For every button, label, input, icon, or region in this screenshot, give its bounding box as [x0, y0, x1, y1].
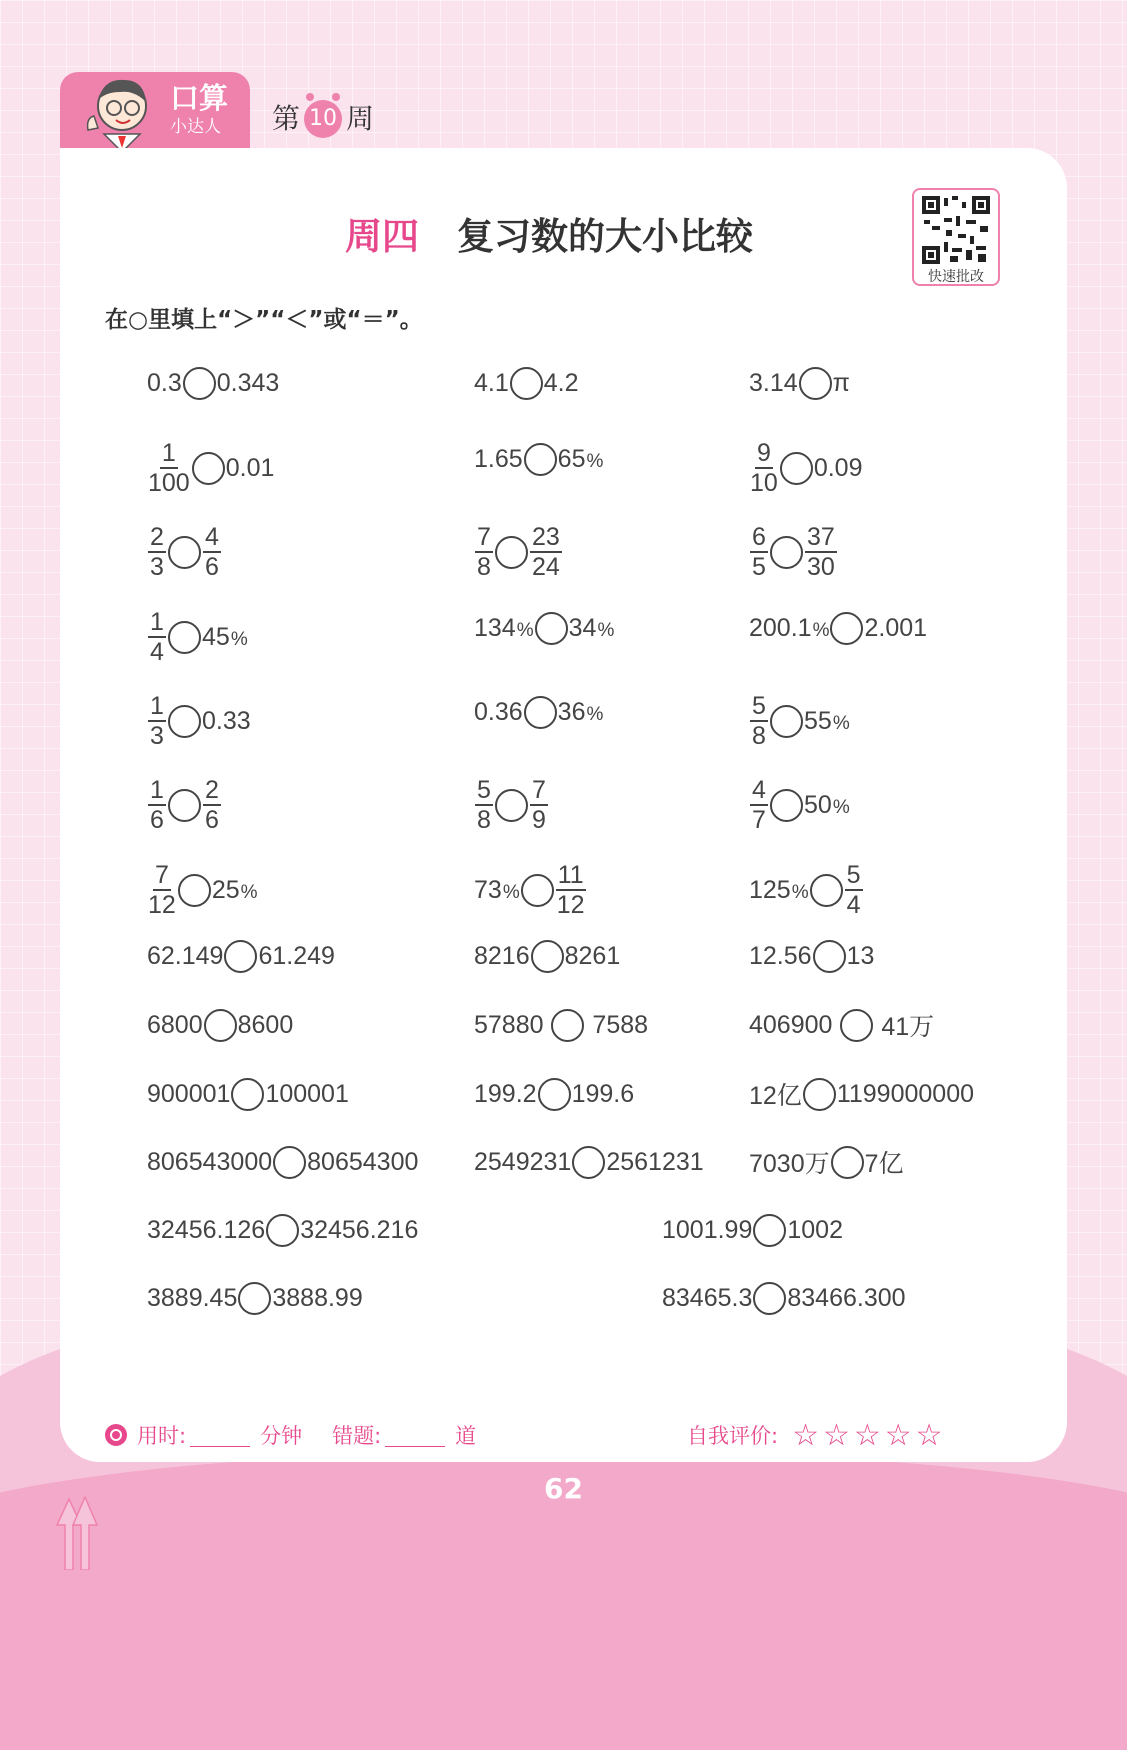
fraction-denominator: 7 [752, 806, 766, 834]
answer-circle[interactable] [224, 940, 257, 973]
percent-value [474, 876, 520, 905]
comparison-problem [474, 692, 603, 732]
week-suffix: 周 [346, 102, 375, 135]
number-value: 32456.126 [147, 1215, 266, 1244]
number-value: 1.65 [474, 444, 523, 473]
fraction [203, 776, 221, 834]
fraction-denominator: 6 [205, 806, 219, 834]
time-unit: 分钟 [260, 1424, 303, 1448]
fraction [845, 861, 863, 919]
errors-unit: 道 [455, 1424, 477, 1448]
fraction [475, 523, 493, 581]
answer-circle[interactable] [192, 452, 225, 485]
fraction [148, 776, 166, 834]
percent-sign: % [832, 712, 850, 734]
qr-code-box[interactable] [912, 188, 1000, 286]
fraction-numerator: 1 [148, 776, 166, 806]
fraction-denominator: 9 [532, 806, 546, 834]
fraction-numerator: 2 [203, 776, 221, 806]
title-topic: 复习数的大小比较 [457, 215, 753, 258]
answer-circle[interactable] [770, 705, 803, 738]
fraction [148, 523, 166, 581]
tab-title: 口算 [170, 81, 229, 115]
fraction [148, 608, 166, 666]
comparison-problem [749, 439, 862, 497]
errors-blank[interactable] [385, 1424, 445, 1447]
number-value: 0.09 [813, 453, 863, 482]
fraction-numerator: 1 [160, 439, 178, 469]
comparison-problem [662, 1210, 843, 1250]
comparison-problem [147, 439, 274, 497]
answer-circle[interactable] [521, 874, 554, 907]
fraction-numerator: 23 [532, 523, 560, 551]
comparison-problem [474, 1142, 704, 1182]
percent-sign: % [502, 881, 520, 903]
comparison-problem [147, 692, 251, 750]
fraction-denominator: 8 [477, 553, 491, 581]
comparison-problem [147, 1210, 418, 1250]
fraction [530, 523, 562, 581]
answer-circle[interactable] [810, 874, 843, 907]
number-value: 8600 [237, 1010, 294, 1039]
number-value: 100001 [265, 1079, 349, 1108]
title-day: 周四 [345, 215, 419, 258]
answer-circle[interactable] [780, 452, 813, 485]
comparison-problem [474, 439, 603, 479]
fraction-denominator: 12 [556, 891, 585, 919]
comparison-problem [749, 936, 874, 976]
fraction-denominator: 4 [150, 638, 164, 666]
fraction [750, 523, 768, 581]
rating-label: 自我评价: [687, 1424, 779, 1448]
fraction [148, 861, 176, 919]
fraction-denominator: 12 [148, 891, 176, 919]
comparison-problem [474, 1074, 634, 1114]
comparison-problem [147, 608, 248, 666]
percent-value [558, 698, 604, 727]
percent-number: 34 [568, 613, 597, 642]
number-value: 0.3 [147, 368, 182, 397]
qr-code-icon [922, 196, 990, 264]
answer-circle[interactable] [840, 1009, 873, 1042]
fraction-numerator: 5 [475, 776, 493, 806]
comparison-problem [147, 1142, 418, 1182]
answer-circle[interactable] [510, 367, 543, 400]
answer-circle[interactable] [495, 789, 528, 822]
number-value: 1001.99 [662, 1215, 753, 1244]
fraction-denominator: 5 [752, 553, 766, 581]
fraction-denominator: 100 [148, 469, 190, 497]
fraction-numerator: 6 [750, 523, 768, 553]
answer-circle[interactable] [572, 1146, 605, 1179]
answer-circle[interactable] [495, 536, 528, 569]
fraction-numerator: 7 [153, 861, 171, 891]
answer-circle[interactable] [524, 443, 557, 476]
fraction-numerator: 4 [203, 523, 221, 553]
comparison-problem [147, 861, 258, 919]
fraction [750, 776, 768, 834]
fraction-denominator: 3 [150, 553, 164, 581]
percent-number: 25 [211, 875, 240, 904]
fraction [148, 692, 166, 750]
number-value: 806543000 [147, 1147, 273, 1176]
answer-circle[interactable] [551, 1009, 584, 1042]
comparison-problem [147, 363, 279, 403]
comparison-problem [147, 776, 222, 834]
percent-value [202, 623, 248, 652]
footer-right [687, 1418, 947, 1452]
number-value: 7588 [585, 1010, 649, 1039]
fraction-denominator: 8 [752, 722, 766, 750]
comparison-problem [147, 936, 335, 976]
comparison-problem [749, 363, 850, 403]
percent-number: 200.1 [749, 613, 812, 642]
fraction-numerator: 5 [845, 861, 863, 891]
percent-value [558, 445, 604, 474]
number-value: 2.001 [864, 613, 928, 642]
fraction-denominator: 3 [150, 722, 164, 750]
fraction-numerator: 11 [557, 861, 584, 889]
percent-number: 50 [804, 790, 832, 819]
answer-circle[interactable] [538, 1078, 571, 1111]
comparison-problem [749, 692, 850, 750]
comparison-problem [749, 776, 850, 834]
fraction [203, 523, 221, 581]
fraction [805, 523, 837, 581]
number-value: 4.2 [543, 368, 579, 397]
answer-circle[interactable] [273, 1146, 306, 1179]
comparison-problem [749, 1142, 904, 1182]
number-value: 57880 [474, 1010, 551, 1039]
percent-sign: % [832, 796, 850, 818]
answer-circle[interactable] [183, 367, 216, 400]
fraction [530, 776, 548, 834]
comparison-problem [147, 1278, 363, 1318]
comparison-problem [474, 776, 549, 834]
number-value: 4.1 [474, 368, 509, 397]
number-value: 2549231 [474, 1147, 572, 1176]
fraction-numerator: 37 [807, 523, 835, 551]
number-value: 8216 [474, 941, 530, 970]
fraction-denominator: 4 [846, 891, 861, 919]
number-value: 900001 [147, 1079, 231, 1108]
number-value: 83466.300 [787, 1283, 906, 1312]
answer-circle[interactable] [168, 536, 201, 569]
number-value: 3.14 [749, 368, 798, 397]
comparison-problem [749, 608, 927, 648]
percent-sign: % [597, 619, 615, 641]
percent-sign: % [230, 628, 248, 650]
percent-number: 65 [557, 444, 586, 473]
number-value: 13 [846, 941, 875, 970]
percent-number: 55 [804, 706, 832, 735]
percent-value [804, 707, 850, 736]
percent-number: 45 [202, 622, 230, 651]
number-value: 199.2 [474, 1079, 537, 1108]
time-label: 用时: [137, 1424, 187, 1448]
percent-sign: % [586, 450, 604, 472]
page-number: 62 [544, 1472, 583, 1505]
fraction-denominator: 30 [807, 553, 835, 581]
answer-circle[interactable] [168, 621, 201, 654]
answer-circle[interactable] [803, 1078, 836, 1111]
number-value: 199.6 [571, 1079, 635, 1108]
comparison-problem [474, 861, 587, 919]
percent-number: 134 [474, 613, 516, 642]
fraction-numerator: 7 [475, 523, 493, 553]
answer-circle[interactable] [238, 1282, 271, 1315]
comparison-problem [749, 861, 864, 919]
fraction-numerator: 1 [148, 692, 166, 722]
fraction-numerator: 7 [530, 776, 548, 806]
comparison-problem [147, 1005, 293, 1045]
percent-value [569, 614, 615, 643]
percent-sign: % [516, 619, 534, 641]
answer-circle[interactable] [799, 367, 832, 400]
comparison-problem [662, 1278, 906, 1318]
number-value: 3888.99 [272, 1283, 363, 1312]
comparison-problem [474, 523, 563, 581]
number-value: 41万 [874, 1013, 935, 1041]
week-prefix: 第 [272, 102, 301, 135]
percent-number: 73 [474, 875, 502, 904]
fraction-denominator: 24 [532, 553, 560, 581]
time-blank[interactable] [190, 1424, 250, 1447]
answer-circle[interactable] [831, 1146, 864, 1179]
percent-sign: % [240, 881, 258, 903]
answer-circle[interactable] [168, 789, 201, 822]
answer-circle[interactable] [813, 940, 846, 973]
instruction: 在○里填上“＞”“＜”或“＝”。 [105, 307, 423, 333]
fraction [750, 439, 778, 497]
fraction [750, 692, 768, 750]
page-title [345, 215, 753, 259]
comparison-problem [474, 1005, 648, 1045]
fraction [148, 439, 190, 497]
percent-value [749, 614, 829, 643]
percent-sign: % [812, 619, 830, 641]
comparison-problem [147, 1074, 349, 1114]
percent-value [474, 614, 534, 643]
stopwatch-icon [105, 1424, 127, 1446]
tab-subtitle: 小达人 [170, 117, 221, 137]
fraction-numerator: 1 [148, 608, 166, 638]
percent-number: 36 [557, 697, 586, 726]
answer-circle[interactable] [524, 696, 557, 729]
number-value: 32456.216 [300, 1215, 419, 1244]
answer-circle[interactable] [753, 1214, 786, 1247]
number-value: 7030万 [749, 1150, 830, 1178]
number-value: 8261 [564, 941, 621, 970]
number-value: 1199000000 [836, 1079, 974, 1108]
fraction [556, 861, 586, 919]
comparison-problem [474, 936, 620, 976]
fraction-denominator: 10 [750, 469, 778, 497]
fraction-denominator: 6 [205, 553, 219, 581]
answer-circle[interactable] [168, 705, 201, 738]
number-value: 0.36 [474, 697, 523, 726]
answer-circle[interactable] [204, 1009, 237, 1042]
comparison-problem [749, 523, 838, 581]
rating-stars[interactable]: ☆☆☆☆☆ [792, 1417, 947, 1453]
number-value: 1002 [787, 1215, 843, 1244]
fraction-numerator: 5 [750, 692, 768, 722]
number-value: 61.249 [258, 941, 335, 970]
answer-circle[interactable] [535, 612, 568, 645]
number-value: 62.149 [147, 941, 224, 970]
number-value: 12亿 [749, 1082, 802, 1110]
fraction [475, 776, 493, 834]
week-number-badge: 10 [304, 100, 342, 138]
comparison-problem [474, 363, 579, 403]
number-value: 6800 [147, 1010, 203, 1039]
qr-label: 快速批改 [928, 269, 984, 285]
fraction-numerator: 9 [755, 439, 773, 469]
comparison-problem [749, 1074, 974, 1114]
comparison-problem [749, 1005, 934, 1045]
mascot-icon [74, 72, 164, 152]
answer-circle[interactable] [770, 789, 803, 822]
number-value: 3889.45 [147, 1283, 238, 1312]
number-value: 80654300 [307, 1147, 419, 1176]
answer-circle[interactable] [753, 1282, 786, 1315]
fraction-numerator: 4 [750, 776, 768, 806]
number-value: 2561231 [606, 1147, 704, 1176]
answer-circle[interactable] [266, 1214, 299, 1247]
comparison-problem [474, 608, 614, 648]
week-label [272, 100, 374, 138]
answer-circle[interactable] [178, 874, 211, 907]
percent-number: 125 [749, 875, 791, 904]
percent-value [212, 876, 258, 905]
answer-circle[interactable] [830, 612, 863, 645]
number-value: 0.343 [216, 368, 280, 397]
percent-sign: % [791, 881, 809, 903]
arrow-decoration-icon [55, 1495, 99, 1570]
answer-circle[interactable] [231, 1078, 264, 1111]
percent-value [749, 876, 809, 905]
number-value: 0.01 [225, 453, 275, 482]
number-value: 83465.3 [662, 1283, 753, 1312]
answer-circle[interactable] [531, 940, 564, 973]
fraction-numerator: 2 [148, 523, 166, 553]
number-value: 7亿 [864, 1150, 904, 1178]
number-value: 12.56 [749, 941, 812, 970]
number-value: 406900 [749, 1010, 840, 1039]
fraction-denominator: 6 [150, 806, 164, 834]
number-value: π [832, 368, 850, 397]
errors-label: 错题: [332, 1424, 382, 1448]
percent-value [804, 791, 850, 820]
fraction-denominator: 8 [477, 806, 491, 834]
answer-circle[interactable] [770, 536, 803, 569]
footer-left [105, 1418, 476, 1452]
percent-sign: % [586, 703, 604, 725]
comparison-problem [147, 523, 222, 581]
number-value: 0.33 [202, 706, 251, 735]
